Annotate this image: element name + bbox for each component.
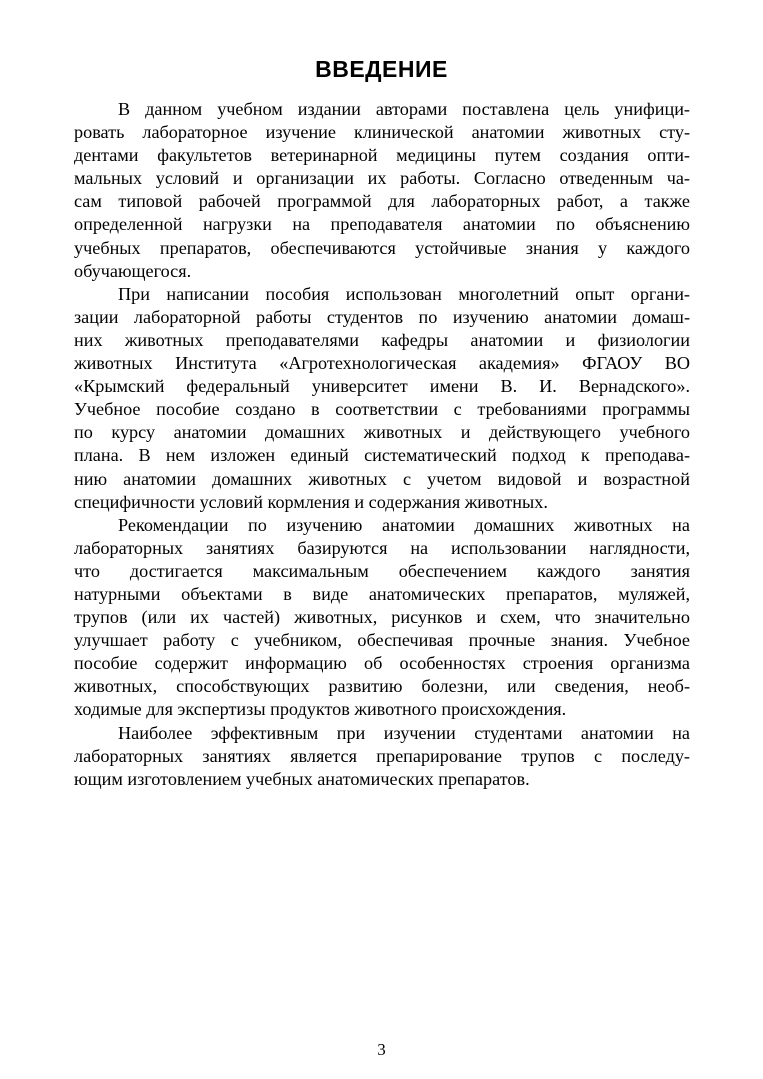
text-line: дентами факультетов ветеринарной медицины путем создания опти-: [74, 145, 690, 166]
paragraph-1: [74, 98, 690, 283]
text-line: В данном учебном издании авторами поставлена цель унифици-: [118, 99, 690, 119]
text-line: При написании пособия использован многолетний опыт органи-: [118, 283, 690, 304]
text-line: определенной нагрузки на преподавателя анатомии по объяснению: [74, 214, 690, 235]
text-line: них животных преподавателями кафедры анатомии и физиологии: [74, 329, 690, 350]
text-line: мальных условий и организации их работы. Согласно отведенным ча-: [74, 168, 690, 189]
body-text: [74, 98, 690, 791]
text-line: по курсу анатомии домашних животных и действующего учебного: [74, 422, 690, 443]
text-line: зации лабораторной работы студентов по изучению анатомии домаш-: [74, 306, 690, 327]
page-title: ВВЕДЕНИЕ: [315, 56, 448, 82]
text-line: Рекомендации по изучению анатомии домашних животных на: [118, 514, 690, 535]
text-line: Учебное пособие создано в соответствии с требованиями программы: [74, 399, 690, 420]
text-line: обучающегося.: [74, 260, 192, 281]
text-line: ровать лабораторное изучение клинической анатомии животных сту-: [74, 122, 690, 143]
paragraph-2: [74, 283, 690, 514]
text-line: животных Института «Агротехнологическая академия» ФГАОУ ВО: [74, 353, 690, 374]
page-number: 3: [377, 1040, 386, 1059]
text-line: животных, способствующих развитию болезни, или сведения, необ-: [74, 676, 690, 697]
text-line: специфичности условий кормления и содержания животных.: [74, 491, 548, 512]
text-line: лабораторных занятиях базируются на использовании наглядности,: [74, 537, 690, 558]
text-line: трупов (или их частей) животных, рисунков и схем, что значительно: [74, 607, 690, 628]
text-line: что достигается максимальным обеспечением каждого занятия: [74, 560, 690, 581]
text-line: улучшает работу с учебником, обеспечивая прочные знания. Учебное: [74, 630, 690, 651]
text-line: натурными объектами в виде анатомических препаратов, муляжей,: [74, 583, 690, 604]
paragraph-3: [74, 514, 690, 722]
text-line: лабораторных занятиях является препарирование трупов с последу-: [74, 745, 690, 766]
text-line: плана. В нем изложен единый систематический подход к преподава-: [74, 445, 690, 466]
text-line: ющим изготовлением учебных анатомических препаратов.: [74, 768, 530, 789]
text-line: Наиболее эффективным при изучении студентами анатомии на: [118, 722, 690, 743]
text-line: учебных препаратов, обеспечиваются устойчивые знания у каждого: [74, 237, 690, 258]
text-line: «Крымский федеральный университет имени В. И. Вернадского».: [74, 376, 690, 397]
text-line: ходимые для экспертизы продуктов животного происхождения.: [74, 699, 567, 720]
text-line: сам типовой рабочей программой для лабораторных работ, а также: [74, 191, 690, 212]
text-line: пособие содержит информацию об особенностях строения организма: [74, 653, 690, 674]
paragraph-4: [74, 722, 690, 791]
text-line: нию анатомии домашних животных с учетом видовой и возрастной: [74, 468, 690, 489]
